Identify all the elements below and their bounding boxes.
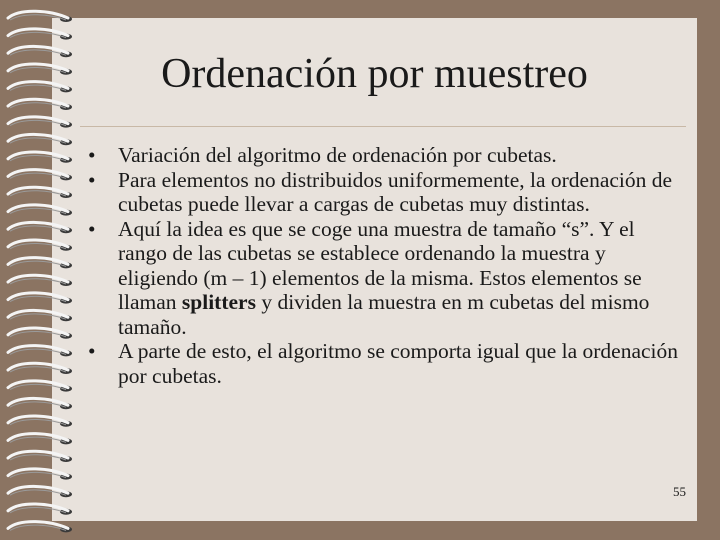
bullet-item: [88, 217, 688, 340]
slide-title: Ordenación por muestreo: [161, 51, 588, 97]
bullet-list: [88, 143, 688, 388]
bullet-marker: •: [88, 167, 96, 192]
bullet-text: Variación del algoritmo de ordenación por cubetas.: [118, 143, 557, 167]
bullet-item: [88, 143, 688, 168]
page-number: 55: [673, 484, 686, 499]
bullet-text-tail: y dividen la muestra en m cubetas del mismo tamaño.: [118, 290, 650, 339]
title-divider: [80, 126, 686, 127]
bullet-item: [88, 168, 688, 217]
bold-term: splitters: [181, 290, 256, 314]
bullet-text: A parte de esto, el algoritmo se comporta igual que la ordenación por cubetas.: [118, 339, 679, 388]
bullet-text: [118, 217, 649, 339]
bullet-text-lead: Aquí la idea es que se coge una muestra de tamaño “s”. Y el rango de las cubetas se establece ordenando la muestra y eligiendo (m – 1) elementos de la misma. Estos elementos se llaman: [118, 216, 642, 314]
bullet-text: Para elementos no distribuidos uniformemente, la ordenación de cubetas puede llevar a cargas de cubetas muy distintas.: [118, 167, 673, 216]
bullet-item: [88, 339, 688, 388]
bullet-marker: •: [88, 216, 96, 241]
bullet-marker: •: [88, 143, 96, 167]
bullet-marker: •: [88, 339, 96, 363]
